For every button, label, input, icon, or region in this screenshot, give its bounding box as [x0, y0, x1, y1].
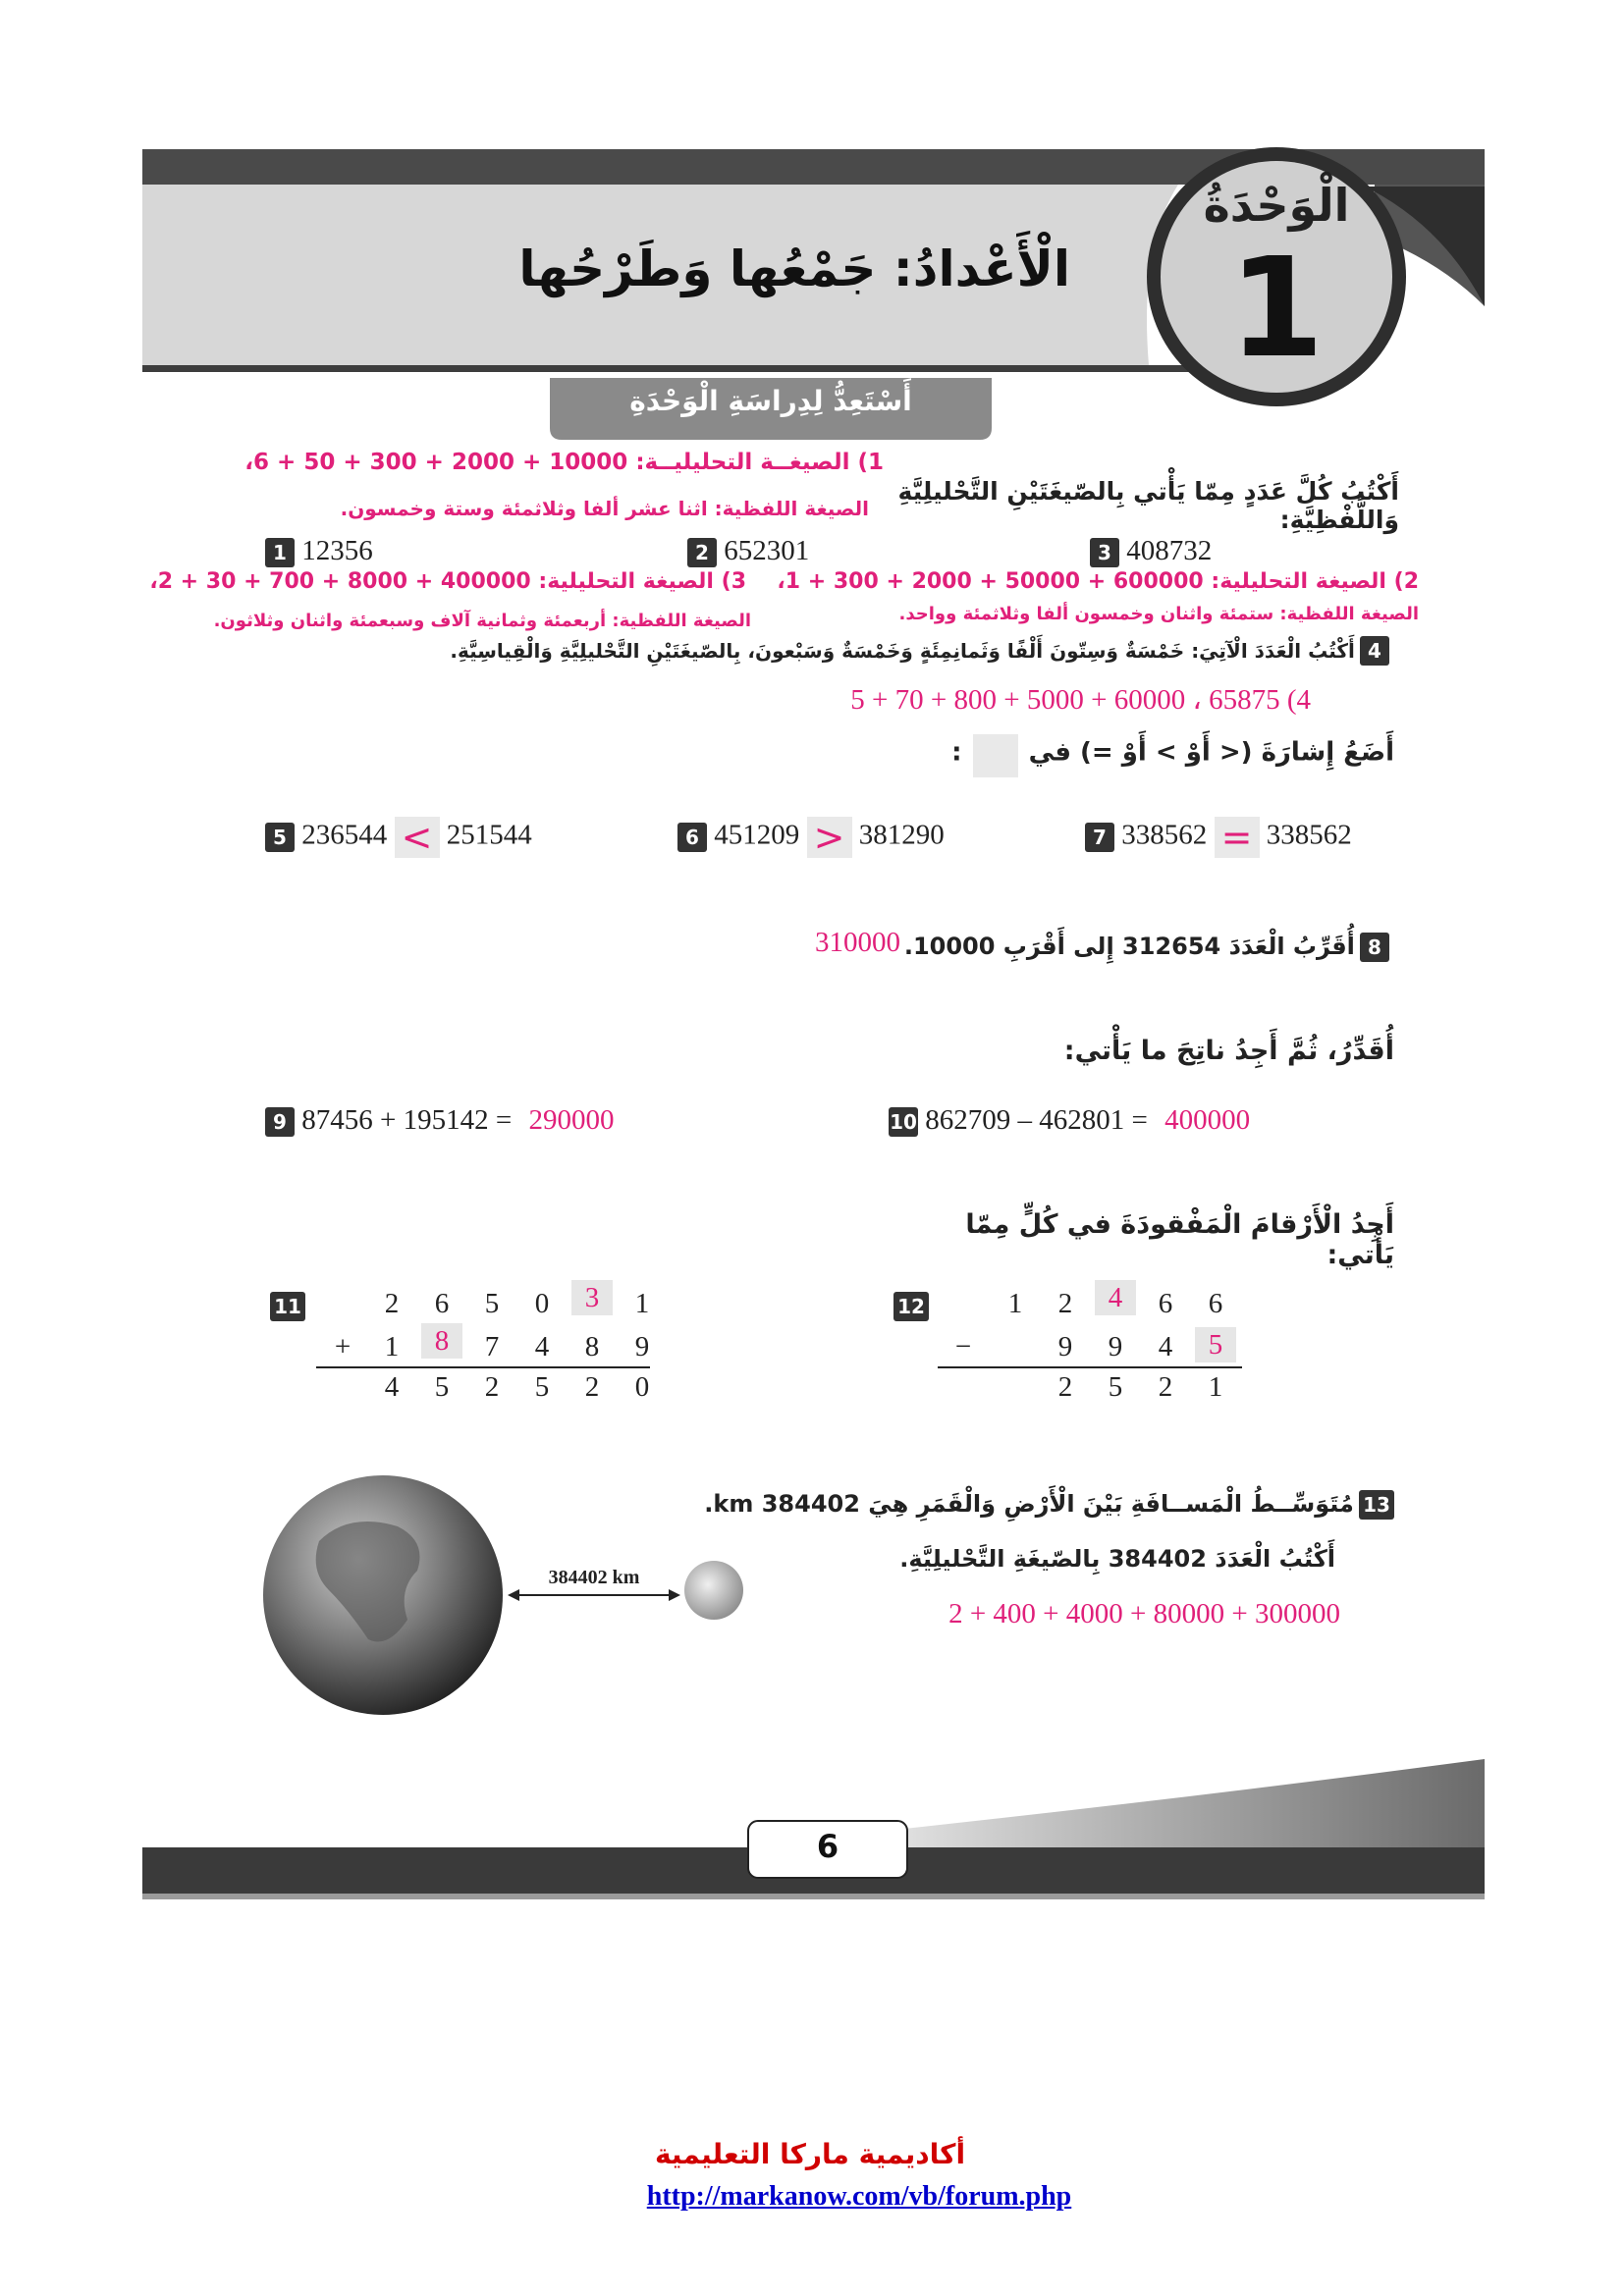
comparison-sign: <: [395, 817, 440, 858]
digit: 9: [634, 1331, 650, 1362]
digit: 6: [1208, 1288, 1223, 1319]
left-value: 338562: [1121, 819, 1208, 851]
unit-label: الْوَحْدَةُ: [1203, 179, 1350, 232]
item-badge: 5: [265, 823, 295, 852]
digit: 4: [534, 1331, 550, 1362]
footer-bar-edge: [142, 1894, 1485, 1899]
right-value: 381290: [858, 819, 945, 851]
digit: 8: [584, 1331, 600, 1362]
comparison-sign: =: [1215, 817, 1260, 858]
digit: 6: [1158, 1288, 1173, 1319]
estimate-prompt: أُقَدِّرُ، ثُمَّ أَجِدُ ناتِجَ ما يَأْتي:: [1063, 1036, 1394, 1066]
digit: 2: [1057, 1288, 1073, 1319]
item-badge: 6: [677, 823, 707, 852]
answer-2-word: الصيغة اللفظية: ستمئة واثنان وخمسون ألفا وثلاثمئة وواحد.: [898, 604, 1419, 624]
missing-prompt: أَجِدُ الْأَرْقامَ الْمَفْقودَةَ في كُلٍّ مِمّا يَأْتي:: [965, 1209, 1394, 1270]
item-2: [687, 535, 809, 567]
distance-label: 384402 km: [525, 1567, 663, 1589]
footer-academy-name: أكاديمية ماركا التعليمية: [654, 2138, 966, 2170]
item-1: [265, 535, 373, 567]
digit: 2: [1158, 1371, 1173, 1403]
digit: 1: [634, 1288, 650, 1319]
question-13: [704, 1490, 1394, 1520]
item-value: 12356: [301, 535, 373, 566]
digit: 1: [1208, 1371, 1223, 1403]
operator: +: [334, 1331, 352, 1362]
page-title: الْأَعْدادُ: جَمْعُها وَطَرْحُها: [518, 240, 1070, 297]
problem-badge: 12: [893, 1292, 929, 1321]
estimate-answer: 400000: [1164, 1104, 1251, 1136]
compare-prompt-tail: :: [951, 737, 962, 768]
item-badge: 9: [265, 1107, 295, 1137]
item-badge: 2: [687, 538, 717, 567]
missing-digit: 3: [571, 1280, 613, 1315]
unit-number: 1: [1228, 229, 1325, 389]
question-4-answer: 4) 65875 ، 60000 + 5000 + 800 + 70 + 5: [850, 684, 1311, 716]
problem-badge: 11: [270, 1292, 305, 1321]
blank-box-sample: [973, 734, 1018, 777]
item-value: 652301: [724, 535, 810, 566]
answer-1-expanded: 1) الصيغــة التحليليــة: 10000 + 2000 + 300 + 50 + 6،: [244, 450, 884, 475]
digit: 2: [1057, 1371, 1073, 1403]
digit: 0: [634, 1371, 650, 1403]
expression: 87456 + 195142 =: [301, 1104, 513, 1136]
answer-2-expanded: 2) الصيغة التحليلية: 600000 + 50000 + 2000 + 300 + 1،: [777, 569, 1419, 594]
missing-digit: 4: [1095, 1280, 1136, 1315]
question-badge: 4: [1360, 636, 1389, 666]
question-13-line1: مُتَوَسِّــطُ الْمَســافَةِ بَيْنَ الْأَرْضِ وَالْقَمَرِ هِيَ 384402 km.: [704, 1490, 1354, 1518]
arrow-right-icon: [669, 1589, 680, 1601]
footer-graphic: [0, 1737, 1624, 1904]
item-3: [1090, 535, 1212, 567]
answer-3-word: الصيغة اللفظية: أربعمئة وثمانية آلاف وسبعمئة واثنان وثلاثون.: [213, 611, 751, 631]
header-underline: [142, 365, 1203, 372]
digit: 2: [584, 1371, 600, 1403]
compare-item-7: [1085, 817, 1352, 858]
item-badge: 10: [889, 1107, 918, 1137]
digit: 6: [434, 1288, 450, 1319]
difference-line: [938, 1366, 1242, 1368]
earth-moon-illustration: [260, 1472, 751, 1728]
question-8: [903, 933, 1389, 962]
digit: 4: [384, 1371, 400, 1403]
item-badge: 7: [1085, 823, 1114, 852]
compare-prompt-line: [951, 734, 1394, 777]
page-number: 6: [816, 1828, 839, 1865]
digit: 9: [1108, 1331, 1123, 1362]
operator: −: [954, 1331, 972, 1362]
question-badge: 8: [1360, 933, 1389, 962]
estimate-item-10: [889, 1104, 1250, 1137]
question-8-prompt: أُقَرِّبُ الْعَدَدَ 312654 إِلى أَقْرَبِ 10000.: [903, 933, 1355, 960]
digit: 2: [384, 1288, 400, 1319]
digit: 4: [1158, 1331, 1173, 1362]
digit: 5: [484, 1288, 500, 1319]
digit: 5: [1108, 1371, 1123, 1403]
question-13-answer: 300000 + 80000 + 4000 + 400 + 2: [948, 1598, 1340, 1629]
answer-1-word: الصيغة اللفظية: اثنا عشر ألفا وثلاثمئة وستة وخمسون.: [340, 497, 869, 520]
digit: 1: [1007, 1288, 1023, 1319]
comparison-sign: >: [807, 817, 852, 858]
estimate-answer: 290000: [528, 1104, 615, 1136]
digit: 0: [534, 1288, 550, 1319]
header-graphic: [0, 0, 1624, 452]
item-value: 408732: [1126, 535, 1213, 566]
question-badge: 13: [1359, 1490, 1394, 1520]
right-value: 338562: [1266, 819, 1352, 851]
compare-prompt: أَضَعُ إِشارَةَ (< أَوْ > أَوْ =) في: [1028, 737, 1394, 768]
digit: 5: [434, 1371, 450, 1403]
estimate-item-9: [265, 1104, 614, 1137]
right-value: 251544: [446, 819, 532, 851]
expression: 862709 – 462801 =: [925, 1104, 1148, 1136]
item-badge: 1: [265, 538, 295, 567]
sum-line: [316, 1366, 650, 1368]
left-value: 236544: [301, 819, 388, 851]
question-1-prompt: أَكْتُبُ كُلَّ عَدَدٍ مِمّا يَأْتي بِالصّيغَتَيْنِ التَّحْليلِيَّةِ وَاللَّفْظِيَّةِ:: [897, 477, 1399, 534]
section-subtitle: أَسْتَعِدُّ لِدِراسَةِ الْوَحْدَةِ: [629, 385, 912, 417]
digit: 2: [484, 1371, 500, 1403]
answer-3-expanded: 3) الصيغة التحليلية: 400000 + 8000 + 700 + 30 + 2،: [149, 569, 746, 594]
digit: 9: [1057, 1331, 1073, 1362]
item-badge: 3: [1090, 538, 1119, 567]
compare-item-6: [677, 817, 945, 858]
moon-image: [684, 1561, 743, 1620]
question-13-line2: أَكْتُبُ الْعَدَدَ 384402 بِالصّيغَةِ التَّحْليلِيَّةِ.: [899, 1545, 1335, 1573]
digit: 1: [384, 1331, 400, 1362]
question-8-answer: 310000: [815, 927, 900, 958]
question-4: [432, 636, 1389, 666]
arrow-left-icon: [508, 1589, 519, 1601]
footer-forum-link[interactable]: http://markanow.com/vb/forum.php: [646, 2181, 1072, 2212]
left-value: 451209: [714, 819, 800, 851]
digit: 7: [484, 1331, 500, 1362]
missing-digit: 8: [421, 1323, 462, 1359]
digit: 5: [534, 1371, 550, 1403]
compare-item-5: [265, 817, 532, 858]
missing-digit: 5: [1195, 1327, 1236, 1362]
question-4-prompt: أَكْتُبُ الْعَدَدَ الْآتِيَ: خَمْسَةٌ وَسِتّونَ أَلْفًا وَثَمانِمِئَةٍ وَخَمْسَةٌ وَسَبْعونَ، بِالصّيغَتَيْنِ التَّحْليلِيَّةِ وَالْقِياسِيَّةِ.: [450, 639, 1355, 663]
